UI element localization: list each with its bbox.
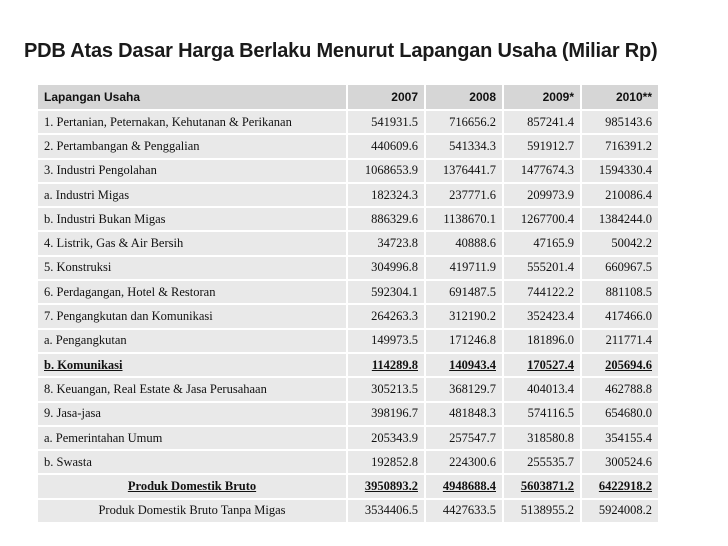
column-header-2009: 2009* [504, 85, 580, 109]
table-title: PDB Atas Dasar Harga Berlaku Menurut Lapangan Usaha (Miliar Rp) [24, 40, 658, 62]
table-row [38, 403, 658, 425]
row-label: a. Pemerintahan Umum [38, 427, 346, 449]
cell-2010: 881108.5 [582, 281, 658, 303]
cell-2008: 1376441.7 [426, 160, 502, 182]
row-label: 6. Perdagangan, Hotel & Restoran [38, 281, 346, 303]
cell-2007: 304996.8 [348, 257, 424, 279]
cell-2009: 555201.4 [504, 257, 580, 279]
cell-2010: 660967.5 [582, 257, 658, 279]
row-label: 1. Pertanian, Peternakan, Kehutanan & Perikanan [38, 111, 346, 133]
table-row [38, 257, 658, 279]
cell-2009: 318580.8 [504, 427, 580, 449]
row-label: 4. Listrik, Gas & Air Bersih [38, 232, 346, 254]
cell-2010: 417466.0 [582, 305, 658, 327]
cell-2008: 4948688.4 [426, 475, 502, 497]
column-header-2007: 2007 [348, 85, 424, 109]
row-label: 8. Keuangan, Real Estate & Jasa Perusahaan [38, 378, 346, 400]
cell-2010: 300524.6 [582, 451, 658, 473]
table-row [38, 111, 658, 133]
cell-2008: 312190.2 [426, 305, 502, 327]
table-row [38, 208, 658, 230]
cell-2010: 6422918.2 [582, 475, 658, 497]
total-non-oil-gas-row [38, 500, 658, 522]
table-row [38, 305, 658, 327]
cell-2008: 237771.6 [426, 184, 502, 206]
cell-2008: 716656.2 [426, 111, 502, 133]
cell-2009: 404013.4 [504, 378, 580, 400]
cell-2009: 255535.7 [504, 451, 580, 473]
column-header-lapangan-usaha: Lapangan Usaha [38, 85, 346, 109]
cell-2009: 857241.4 [504, 111, 580, 133]
cell-2010: 354155.4 [582, 427, 658, 449]
cell-2010: 1384244.0 [582, 208, 658, 230]
total-row [38, 475, 658, 497]
cell-2008: 40888.6 [426, 232, 502, 254]
cell-2007: 205343.9 [348, 427, 424, 449]
cell-2009: 1477674.3 [504, 160, 580, 182]
cell-2008: 171246.8 [426, 330, 502, 352]
cell-2009: 574116.5 [504, 403, 580, 425]
cell-2010: 716391.2 [582, 135, 658, 157]
row-label: 3. Industri Pengolahan [38, 160, 346, 182]
row-label: b. Industri Bukan Migas [38, 208, 346, 230]
cell-2009: 181896.0 [504, 330, 580, 352]
row-label: 9. Jasa-jasa [38, 403, 346, 425]
cell-2007: 3534406.5 [348, 500, 424, 522]
cell-2007: 886329.6 [348, 208, 424, 230]
cell-2007: 182324.3 [348, 184, 424, 206]
cell-2007: 264263.3 [348, 305, 424, 327]
table-row [38, 427, 658, 449]
table-row-highlighted [38, 354, 658, 376]
cell-2008: 691487.5 [426, 281, 502, 303]
cell-2010: 985143.6 [582, 111, 658, 133]
cell-2008: 224300.6 [426, 451, 502, 473]
cell-2007: 3950893.2 [348, 475, 424, 497]
row-label: b. Swasta [38, 451, 346, 473]
cell-2007: 592304.1 [348, 281, 424, 303]
cell-2007: 305213.5 [348, 378, 424, 400]
cell-2010: 654680.0 [582, 403, 658, 425]
cell-2008: 1138670.1 [426, 208, 502, 230]
cell-2008: 4427633.5 [426, 500, 502, 522]
table-row [38, 160, 658, 182]
cell-2007: 541931.5 [348, 111, 424, 133]
cell-2008: 140943.4 [426, 354, 502, 376]
cell-2007: 114289.8 [348, 354, 424, 376]
cell-2007: 149973.5 [348, 330, 424, 352]
cell-2008: 257547.7 [426, 427, 502, 449]
table-row [38, 232, 658, 254]
cell-2010: 1594330.4 [582, 160, 658, 182]
table-row [38, 135, 658, 157]
cell-2009: 47165.9 [504, 232, 580, 254]
cell-2010: 211771.4 [582, 330, 658, 352]
row-label: 2. Pertambangan & Penggalian [38, 135, 346, 157]
row-label: Produk Domestik Bruto Tanpa Migas [38, 500, 346, 522]
table-row [38, 184, 658, 206]
cell-2010: 210086.4 [582, 184, 658, 206]
cell-2010: 50042.2 [582, 232, 658, 254]
column-header-2008: 2008 [426, 85, 502, 109]
table-row [38, 281, 658, 303]
cell-2008: 368129.7 [426, 378, 502, 400]
table-row [38, 378, 658, 400]
cell-2007: 398196.7 [348, 403, 424, 425]
table-row [38, 451, 658, 473]
cell-2009: 1267700.4 [504, 208, 580, 230]
cell-2009: 5603871.2 [504, 475, 580, 497]
cell-2007: 440609.6 [348, 135, 424, 157]
cell-2010: 5924008.2 [582, 500, 658, 522]
row-label: 5. Konstruksi [38, 257, 346, 279]
cell-2009: 209973.9 [504, 184, 580, 206]
cell-2007: 1068653.9 [348, 160, 424, 182]
cell-2009: 744122.2 [504, 281, 580, 303]
cell-2009: 5138955.2 [504, 500, 580, 522]
row-label: Produk Domestik Bruto [38, 475, 346, 497]
cell-2009: 170527.4 [504, 354, 580, 376]
row-label: 7. Pengangkutan dan Komunikasi [38, 305, 346, 327]
table-header-row [38, 85, 658, 109]
column-header-2010: 2010** [582, 85, 658, 109]
cell-2007: 192852.8 [348, 451, 424, 473]
cell-2010: 462788.8 [582, 378, 658, 400]
row-label: b. Komunikasi [38, 354, 346, 376]
table-row [38, 330, 658, 352]
row-label: a. Industri Migas [38, 184, 346, 206]
cell-2008: 481848.3 [426, 403, 502, 425]
gdp-table [36, 83, 660, 524]
cell-2009: 352423.4 [504, 305, 580, 327]
row-label: a. Pengangkutan [38, 330, 346, 352]
cell-2007: 34723.8 [348, 232, 424, 254]
cell-2008: 541334.3 [426, 135, 502, 157]
cell-2008: 419711.9 [426, 257, 502, 279]
cell-2009: 591912.7 [504, 135, 580, 157]
cell-2010: 205694.6 [582, 354, 658, 376]
